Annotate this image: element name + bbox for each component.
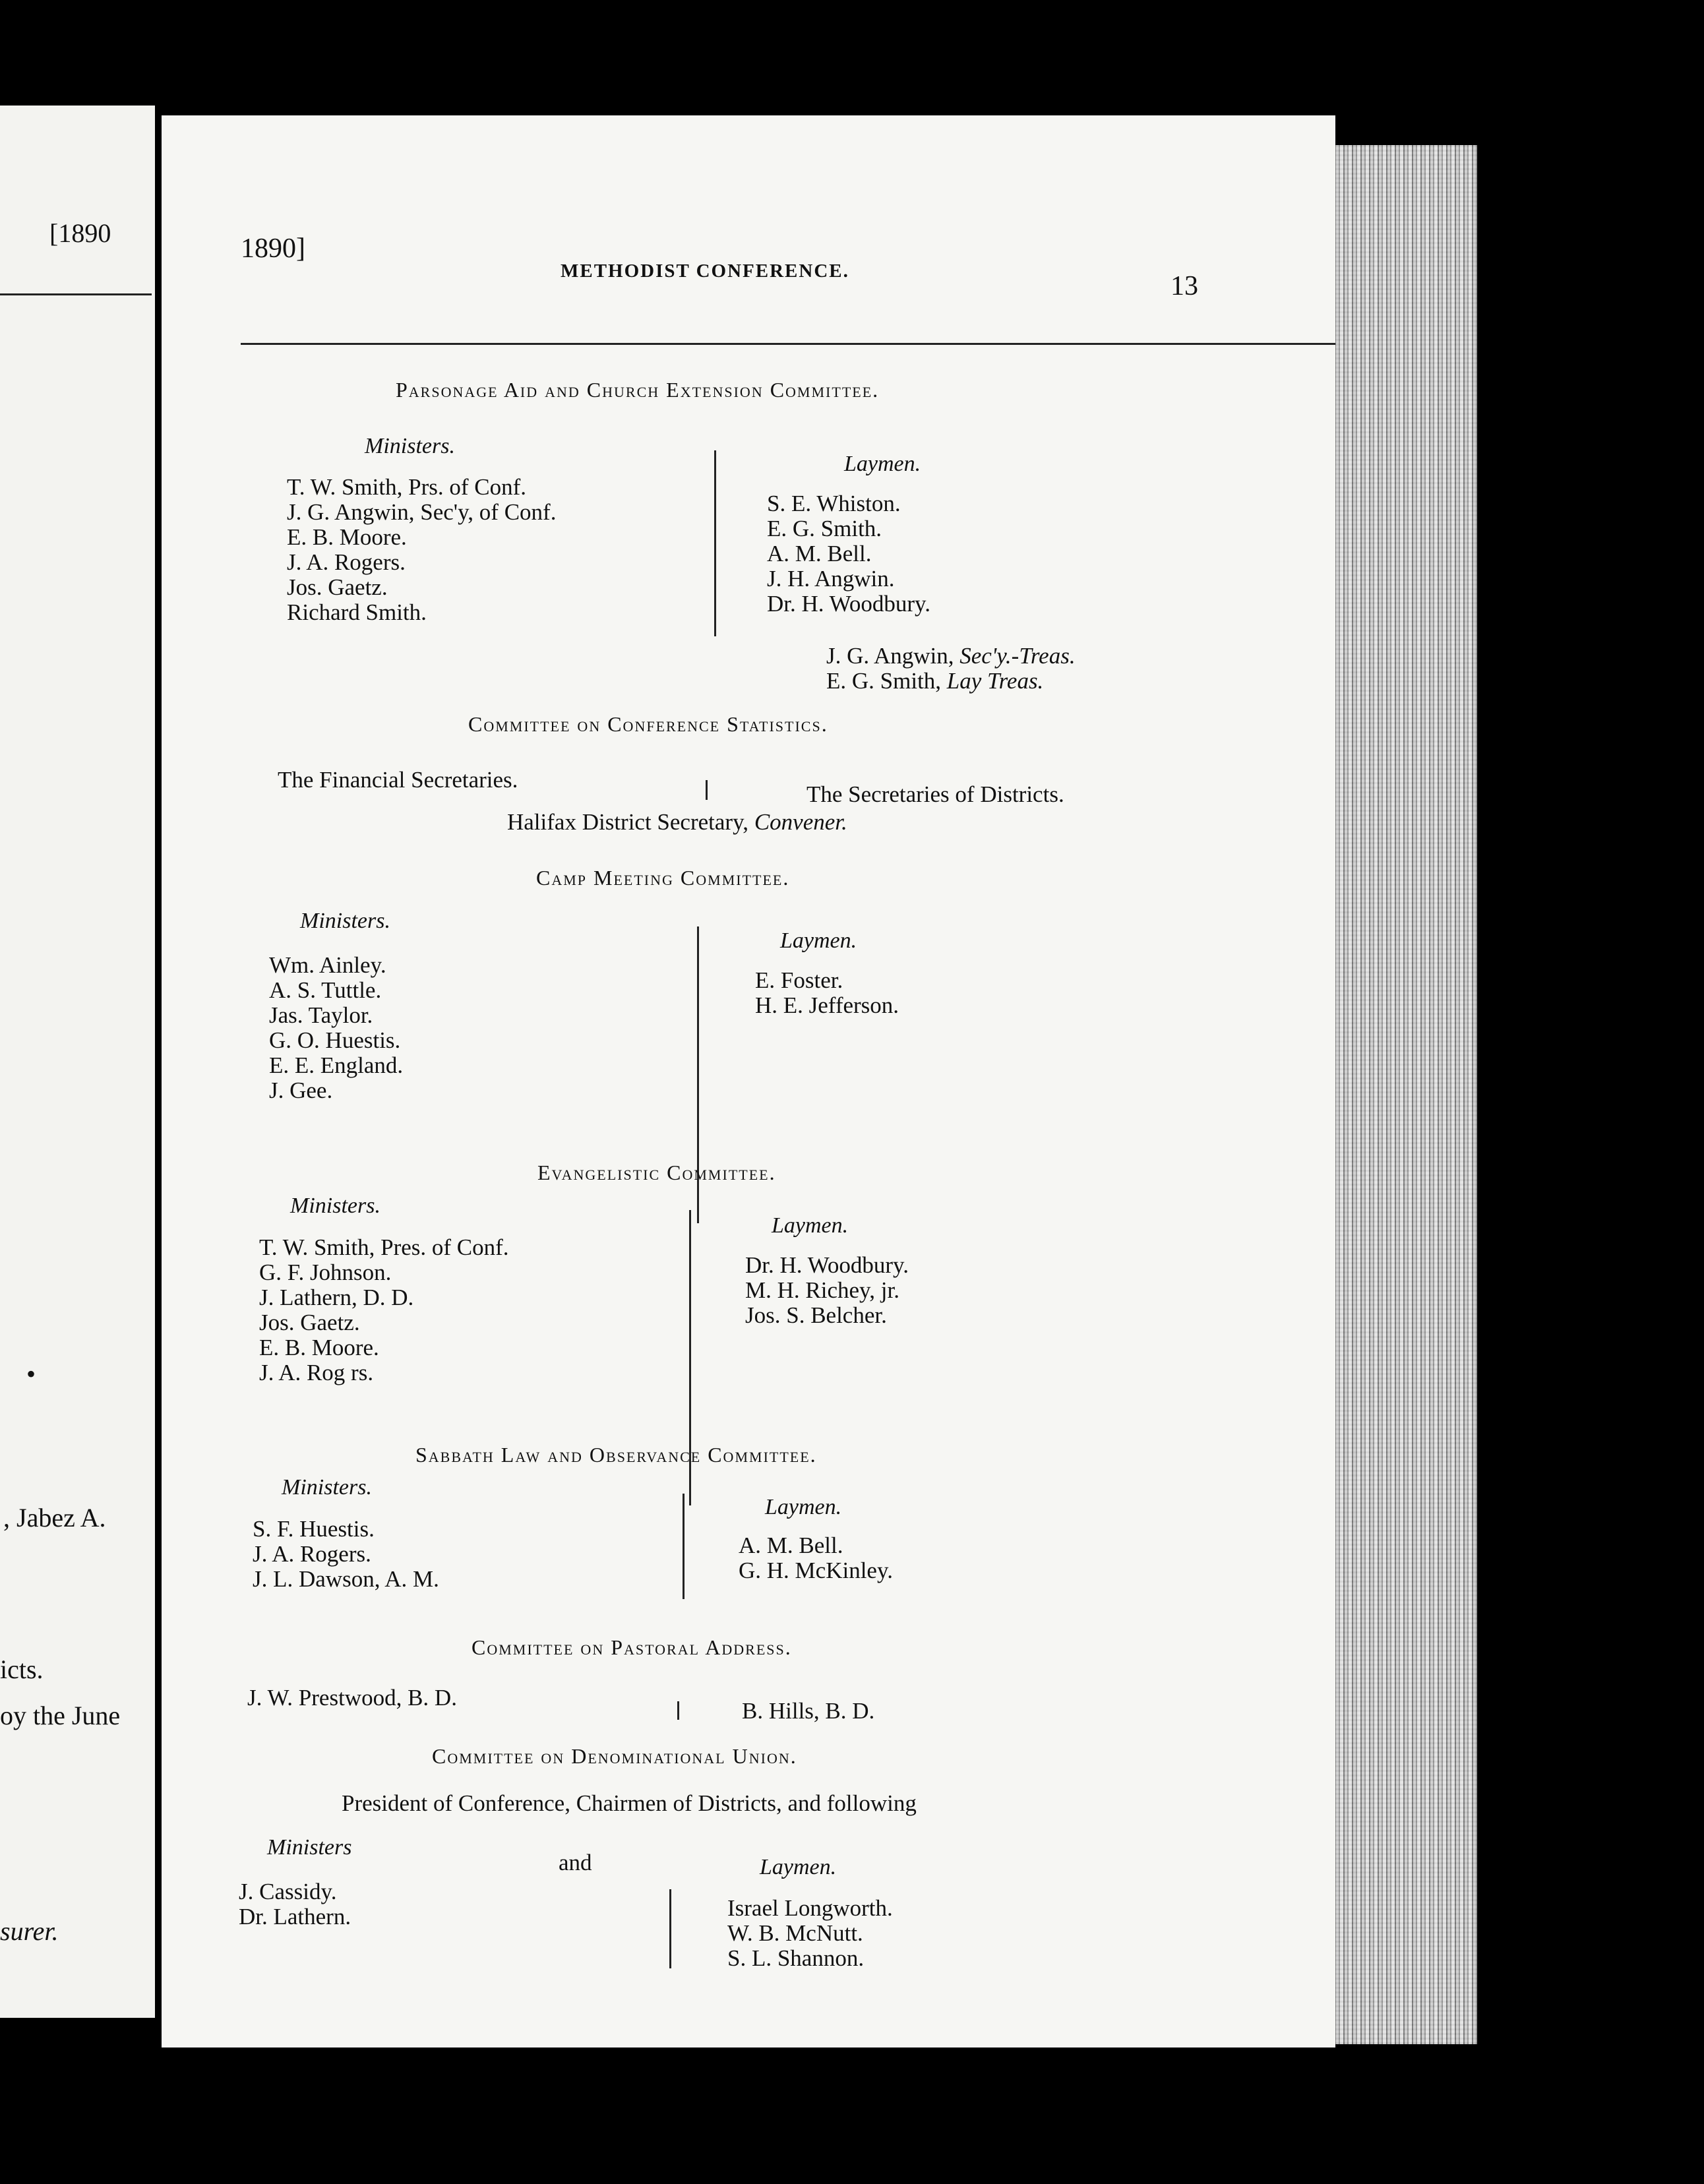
left-page-fragment [0,106,155,2018]
list-item: T. W. Smith, Prs. of Conf. [287,474,527,500]
left-fragment-2: , Jabez A. [3,1503,106,1532]
convener-line: Halifax District Secretary, Convener. [507,809,847,835]
list-item: M. H. Richey, jr. [745,1277,899,1303]
statistics-right: The Secretaries of Districts. [806,781,1064,807]
left-fragment-5: surer. [0,1916,59,1946]
left-running-head: [1890 [49,218,111,248]
laymen-list [767,491,930,617]
officer-line: E. G. Smith, Lay Treas. [826,668,1044,694]
list-item: Israel Longworth. [727,1895,893,1921]
section-heading-camp: Camp Meeting Committee. [536,866,790,890]
list-item: Jos. Gaetz. [259,1310,360,1335]
laymen-list [745,1253,909,1328]
list-item: J. L. Dawson, A. M. [253,1566,439,1592]
ministers-list [239,1879,351,1929]
laymen-label: Laymen. [765,1495,842,1519]
list-item: G. H. McKinley. [739,1558,893,1583]
list-item: S. F. Huestis. [253,1516,375,1542]
list-item: Dr. Lathern. [239,1904,351,1929]
union-intro: President of Conference, Chairmen of Districts, and following [342,1790,917,1816]
header-rule [241,343,1335,345]
list-item: J. Cassidy. [239,1879,337,1904]
officer-line: J. G. Angwin, Sec'y.-Treas. [826,643,1076,669]
list-item: G. F. Johnson. [259,1259,392,1285]
list-item: E. E. England. [269,1052,404,1078]
ministers-list [253,1517,439,1592]
left-header-rule [0,293,152,295]
list-item: S. L. Shannon. [727,1945,865,1971]
list-item: H. E. Jefferson. [755,992,899,1018]
ministers-label: Ministers. [365,434,455,458]
pastoral-left: J. W. Prestwood, B. D. [247,1685,457,1711]
pastoral-right: B. Hills, B. D. [742,1698,875,1724]
laymen-label: Laymen. [760,1855,837,1879]
and-text: and [559,1850,592,1875]
list-item: J. A. Rog rs. [259,1360,374,1385]
section-heading-sabbath: Sabbath Law and Observance Committee. [415,1443,817,1467]
column-divider [706,780,708,800]
list-item: J. Lathern, D. D. [259,1285,414,1310]
list-item: A. M. Bell. [767,541,872,566]
column-divider [669,1889,671,1968]
ministers-label: Ministers. [290,1194,380,1218]
column-divider [677,1701,679,1720]
section-heading-union: Committee on Denominational Union. [432,1744,797,1768]
laymen-list [727,1896,893,1971]
document-page [162,115,1335,2048]
laymen-label: Laymen. [780,928,857,953]
list-item: T. W. Smith, Pres. of Conf. [259,1234,509,1260]
book-page-edge [1319,145,1477,2044]
list-item: J. A. Rogers. [253,1541,371,1567]
list-item: G. O. Huestis. [269,1027,401,1053]
page-number: 13 [1171,271,1198,301]
list-item: Dr. H. Woodbury. [767,591,931,617]
section-heading-evangelistic: Evangelistic Committee. [537,1161,776,1184]
left-fragment-3: icts. [0,1654,44,1684]
laymen-list [755,968,899,1018]
list-item: Richard Smith. [287,599,427,625]
left-fragment-1: • [26,1359,36,1389]
left-fragment-4: oy the June [0,1701,121,1730]
list-item: J. Gee. [269,1077,333,1103]
list-item: Wm. Ainley. [269,952,386,978]
column-divider [714,450,716,636]
section-heading-pastoral: Committee on Pastoral Address. [472,1635,792,1659]
list-item: E. B. Moore. [287,524,407,550]
laymen-list [739,1533,893,1583]
list-item: A. M. Bell. [739,1532,843,1558]
list-item: Jas. Taylor. [269,1002,373,1028]
list-item: E. B. Moore. [259,1335,379,1360]
ministers-list [269,953,403,1103]
ministers-label: Ministers. [300,909,390,933]
list-item: J. G. Angwin, Sec'y, of Conf. [287,499,557,525]
list-item: E. G. Smith. [767,516,882,541]
laymen-label: Laymen. [844,452,921,476]
list-item: Dr. H. Woodbury. [745,1252,909,1278]
page-title: METHODIST CONFERENCE. [561,260,849,282]
list-item: A. S. Tuttle. [269,977,382,1003]
section-heading-statistics: Committee on Conference Statistics. [468,712,828,736]
laymen-label: Laymen. [772,1213,849,1238]
list-item: E. Foster. [755,967,843,993]
list-item: Jos. Gaetz. [287,574,388,600]
ministers-list [259,1235,509,1385]
ministers-label: Ministers. [282,1475,372,1500]
section-heading-parsonage: Parsonage Aid and Church Extension Committee. [396,378,880,402]
running-head-year: 1890] [241,233,305,264]
ministers-list [287,475,556,625]
list-item: S. E. Whiston. [767,491,901,516]
ministers-label: Ministers [267,1835,352,1860]
list-item: Jos. S. Belcher. [745,1302,887,1328]
statistics-left: The Financial Secretaries. [278,767,518,793]
list-item: J. A. Rogers. [287,549,406,575]
column-divider [683,1494,685,1599]
list-item: W. B. McNutt. [727,1920,863,1946]
list-item: J. H. Angwin. [767,566,895,592]
